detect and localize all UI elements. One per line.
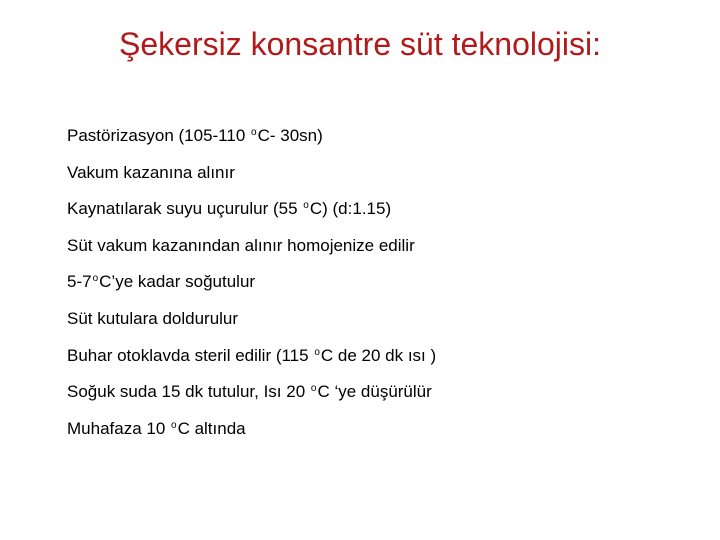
list-item	[67, 155, 436, 192]
step-text: Süt vakum kazanından alınır homojenize edilir	[67, 235, 415, 255]
step-text: Muhafaza 10	[67, 418, 171, 438]
step-text-continued: C) (d:1.15)	[309, 199, 392, 219]
list-item	[67, 191, 436, 228]
step-text-continued: C altında	[177, 418, 246, 438]
step-text: 5-7	[67, 272, 92, 292]
step-text: Pastörizasyon (105-110	[67, 126, 251, 145]
list-item	[67, 301, 436, 338]
step-text-continued: C de 20 dk ısı )	[320, 345, 437, 365]
degree-superscript: o	[310, 383, 317, 395]
degree-superscript: o	[303, 200, 309, 212]
degree-superscript: o	[314, 346, 320, 358]
list-item	[67, 374, 436, 411]
step-text-continued: C ‘ye düşürülür	[317, 382, 432, 402]
list-item	[67, 264, 436, 301]
list-item	[67, 228, 436, 265]
list-item	[67, 118, 436, 155]
list-item	[67, 338, 436, 375]
step-text-continued: C’ye kadar soğutulur	[99, 272, 256, 292]
step-text: Buhar otoklavda steril edilir (115	[67, 345, 314, 365]
slide-title: Şekersiz konsantre süt teknolojisi:	[119, 26, 601, 62]
degree-superscript: o	[251, 127, 257, 138]
step-text-continued: C- 30sn)	[257, 126, 323, 145]
step-text: Vakum kazanına alınır	[67, 162, 235, 182]
process-steps-list	[67, 118, 436, 447]
degree-superscript: o	[92, 273, 99, 285]
step-text: Kaynatılarak suyu uçurulur (55	[67, 199, 303, 219]
step-text: Süt kutulara doldurulur	[67, 308, 239, 328]
list-item	[67, 411, 436, 448]
degree-superscript: o	[171, 419, 177, 431]
step-text: Soğuk suda 15 dk tutulur, Isı 20	[67, 382, 310, 402]
